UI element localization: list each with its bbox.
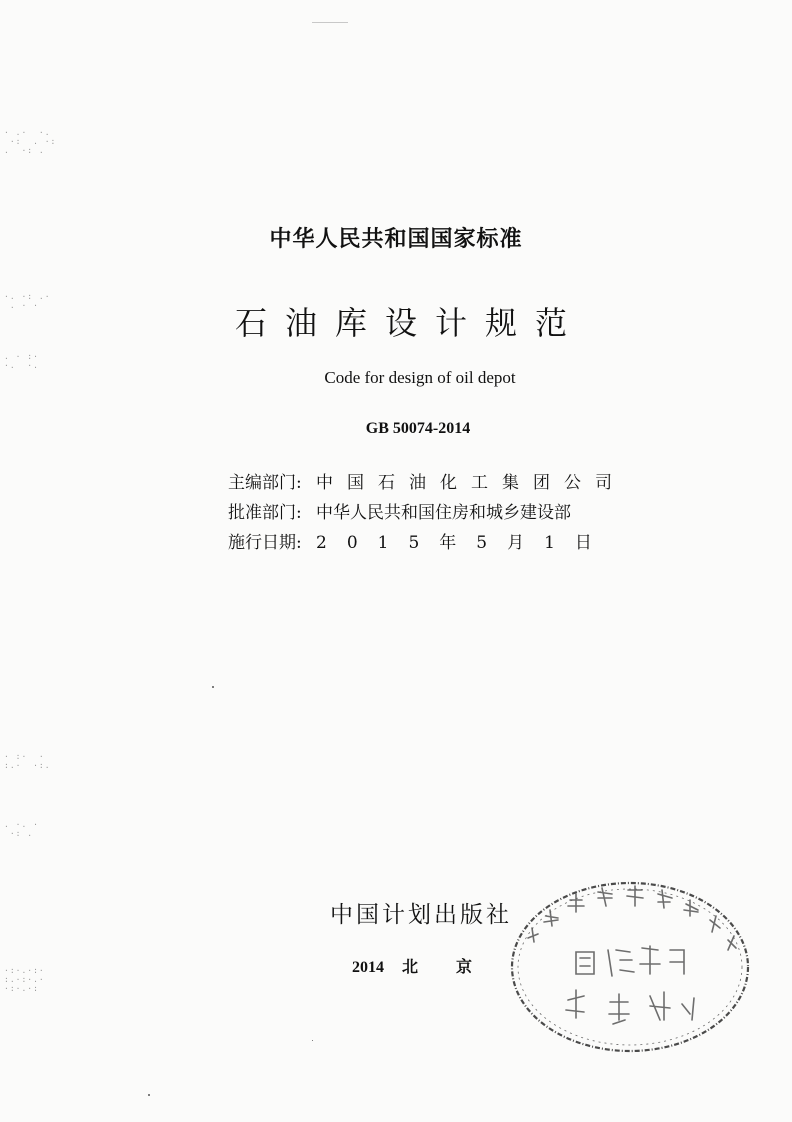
scan-noise: . ·. · ·: .	[4, 820, 39, 838]
scan-noise	[148, 1094, 150, 1096]
effective-date-value: 2015年5月1日	[316, 533, 612, 553]
document-title-en: Code for design of oil depot	[324, 368, 516, 387]
scan-noise	[312, 22, 348, 23]
publisher-name: 中国计划出版社	[330, 902, 512, 928]
editor-value: 中国石油化工集团公司	[316, 473, 626, 493]
scan-noise: · .· ·. ·: . ·: . ·: .	[4, 128, 57, 155]
approver-line	[228, 498, 618, 523]
scan-noise: ·. ·: .· . · ·	[4, 292, 51, 310]
standard-code: GB 50074-2014	[365, 420, 471, 437]
scan-noise: ·:·.·:· :.·:·.· ·:·.·:	[4, 966, 45, 993]
editor-label: 主编部门:	[228, 473, 302, 493]
publication-year: 2014	[352, 959, 384, 976]
editor-line	[228, 468, 626, 493]
approver-value: 中华人民共和国住房和城乡建设部	[316, 503, 571, 523]
scan-noise: . · :· ·. ·.	[4, 352, 39, 370]
approver-label: 批准部门:	[228, 503, 302, 523]
effective-date-line	[228, 528, 618, 553]
effective-date-label: 施行日期:	[228, 533, 302, 553]
scan-noise	[312, 1040, 313, 1041]
library-seal-stamp-icon	[506, 878, 754, 1056]
scan-noise	[212, 686, 214, 688]
document-title-cn: 石油库设计规范	[234, 304, 585, 342]
publication-place	[352, 954, 510, 977]
scan-noise: · :· · :.· ·:.	[4, 752, 51, 770]
national-standard-heading: 中华人民共和国国家标准	[269, 227, 523, 252]
publication-city: 北京	[402, 959, 511, 976]
